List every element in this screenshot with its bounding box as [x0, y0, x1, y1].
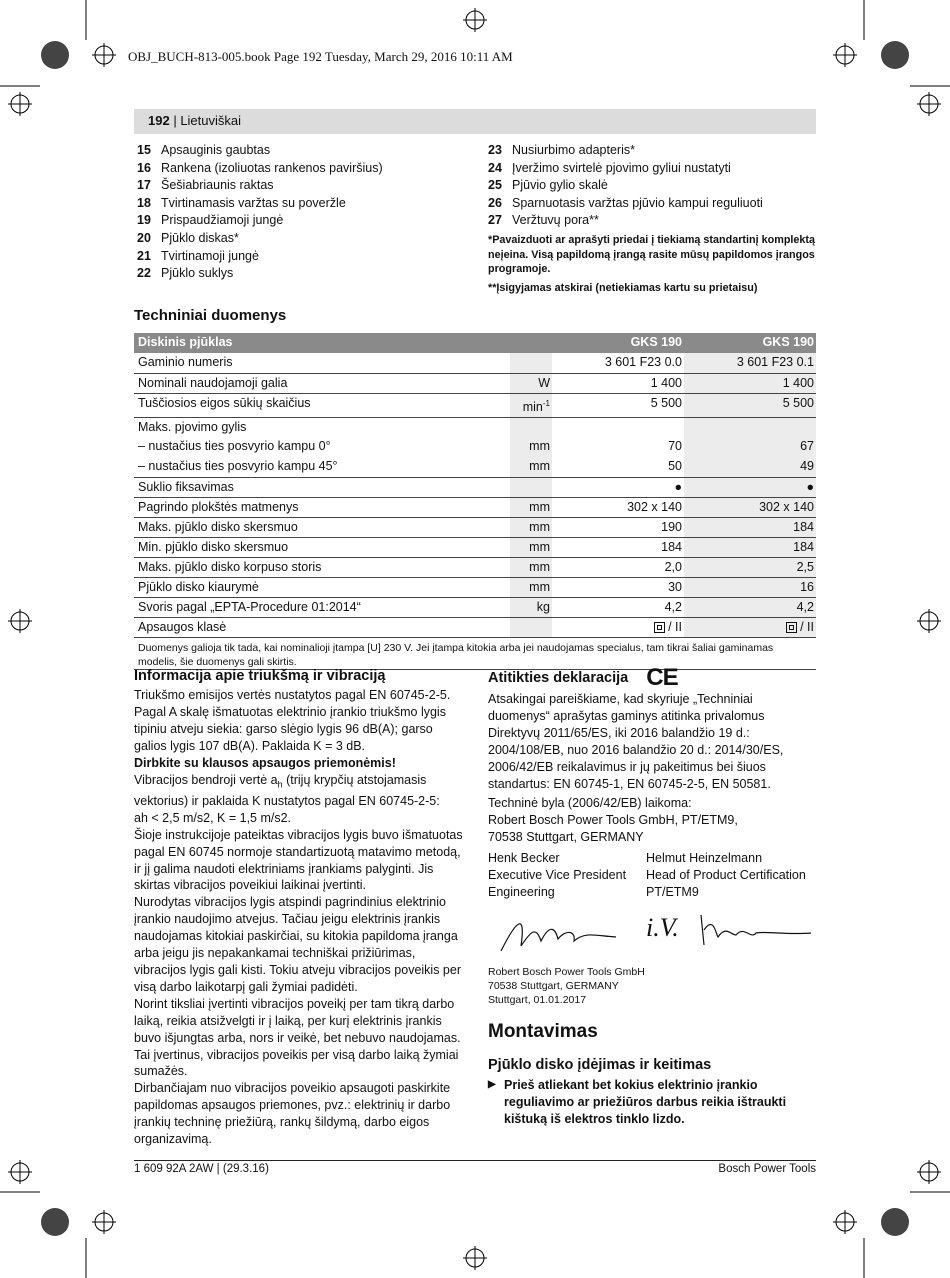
declaration-p3: Robert Bosch Power Tools GmbH, PT/ETM9,: [488, 813, 738, 828]
declaration-title: Atitikties deklaracija: [488, 670, 629, 686]
noise-p8: Norint tiksliai įvertinti vibracijos poveikį per tam tikrą darbo laiką, reikia atsižvelgti ir į laiką, per kurį elektrinis įrankis buvo išjungtas arba, nors ir veikė, bet nebuvo naudojamas. Tai įvertinus, vibracijos poveikis per visą darbo laiką žymiai sumažės.: [134, 996, 461, 1079]
spec-cell-label: Suklio fiksavimas: [134, 477, 510, 497]
part-label: Rankena (izoliuotas rankenos paviršius): [161, 160, 383, 175]
bullet-arrow-icon: ▶: [488, 1078, 496, 1090]
spec-cell-v2: 1 400: [684, 373, 816, 393]
spec-row: [134, 457, 816, 477]
accessories-note: *Pavaizduoti ar aprašyti priedai į tiekiamą standartinį komplektą neįeina. Visą papildomą įrangą rasite mūsų papildomos įrangos programoje.: [488, 234, 816, 275]
part-item: [488, 195, 818, 213]
spec-row: [134, 477, 816, 497]
spec-header-label: Diskinis pjūklas: [134, 333, 510, 353]
spec-cell-v1: 3 601 F23 0.0: [552, 353, 684, 373]
spec-cell-label: Nominali naudojamoji galia: [134, 373, 510, 393]
part-item: [137, 248, 467, 266]
signature-heinzelmann: [696, 905, 816, 955]
noise-p1: Triukšmo emisijos vertės nustatytos pagal EN 60745-2-5.: [134, 688, 451, 702]
spec-cell-v1: ●: [552, 477, 684, 497]
part-label: Apsauginis gaubtas: [161, 143, 271, 157]
spec-cell-v2: 184: [684, 517, 816, 537]
part-number: 19: [137, 213, 151, 228]
text-line: Engineering: [488, 884, 555, 899]
noise-p7: Nurodytas vibracijos lygis atspindi pagrindinius elektrinio įrankio naudojimo atvejus. Tačiau jeigu elektrinis įrankis naudojamas kitokiai paskirčiai, su kitokia papildoma įranga arba jeigu jis nepakankamai techniškai prižiūrimas, vibracijos lygis gali kisti. Tokiu atveju vibracijos poveikis per visą darbo laikotarpį gali žymiai padidėti.: [134, 895, 461, 994]
spec-cell-label: Maks. pjūklo disko korpuso storis: [134, 557, 510, 577]
spec-header-row: [134, 333, 816, 353]
part-label: Pjūklo diskas*: [161, 230, 239, 245]
declaration-p1: Atsakingai pareiškiame, kad skyriuje „Techniniai duomenys“ aprašytas gaminys atitinka privalomus Direktyvų 2011/65/ES, iki 2016 balandžio 19 d.: 2004/108/EB, nuo 2016 balandžio 20 d.: 2014/30/ES, 2006/42/EB reikalavimus ir jų pakeitimus bei šiuos standartus: EN 60745-1, EN 60745-2-5, EN 50581.: [488, 692, 784, 791]
part-number: 24: [488, 160, 502, 175]
part-number: 15: [137, 143, 151, 157]
text-line: Helmut Heinzelmann: [646, 851, 763, 866]
iv-mark: i.V.: [646, 912, 679, 942]
spec-row: [134, 617, 816, 637]
ce-mark-icon: CE: [646, 664, 678, 691]
protection-class-icon: [654, 622, 665, 633]
spec-row: [134, 437, 816, 457]
parts-list-left: [137, 142, 467, 283]
spec-cell-v2: 3 601 F23 0.1: [684, 353, 816, 373]
spec-cell-unit: kg: [510, 597, 552, 617]
text-line: Head of Product Certification: [646, 868, 806, 883]
spec-cell-v1: 2,0: [552, 557, 684, 577]
spec-cell-v1: 1 400: [552, 373, 684, 393]
spec-cell-label: Maks. pjovimo gylis: [138, 419, 247, 434]
spec-cell-label: Apsaugos klasė: [134, 617, 510, 637]
spec-cell-label: Gaminio numeris: [134, 353, 510, 373]
part-label: Pjūklo suklys: [161, 266, 234, 281]
part-item: [137, 212, 467, 230]
spec-row: [134, 393, 816, 417]
part-number: 23: [488, 143, 502, 157]
part-number: 26: [488, 195, 502, 210]
part-label: Pjūvio gylio skalė: [512, 178, 608, 193]
noise-p9: Dirbančiajam nuo vibracijos poveikio apsaugoti paskirkite papildomas apsaugos priemones, pvz.: elektrinių ir darbo įrankių techninę priežiūrą, rankų šildymą, darbo eigos organizavimą.: [134, 1081, 451, 1147]
spec-cell-label: – nustačius ties posvyrio kampu 0°: [138, 439, 331, 454]
spec-row: [134, 353, 816, 373]
page-number: 192: [148, 113, 170, 128]
declaration-p2: Techninė byla (2006/42/EB) laikoma:: [488, 796, 692, 811]
part-number: 22: [137, 266, 151, 281]
declaration-p4: 70538 Stuttgart, GERMANY: [488, 830, 644, 845]
part-item: [137, 230, 467, 248]
spec-row: [134, 577, 816, 597]
noise-section: [134, 668, 464, 1148]
print-info-line: OBJ_BUCH-813-005.book Page 192 Tuesday, March 29, 2016 10:11 AM: [128, 49, 513, 64]
part-label: Tvirtinamoji jungė: [161, 248, 259, 263]
spec-cell-label: Pjūklo disko kiaurymė: [134, 577, 510, 597]
separate-purchase-note: **Įsigyjamas atskirai (netiekiamas kartu su prietaisu): [488, 282, 758, 294]
part-number: 17: [137, 178, 151, 193]
noise-warning: Dirbkite su klausos apsaugos priemonėmis!: [134, 755, 396, 770]
part-label: Tvirtinamasis varžtas su poveržle: [161, 195, 346, 210]
spec-cell-v1: / II: [552, 617, 684, 637]
spec-cell-v2: [684, 417, 816, 437]
spec-cell-v1: 302 x 140: [552, 497, 684, 517]
footer-right: Bosch Power Tools: [718, 1163, 816, 1175]
part-label: Prispaudžiamoji jungė: [161, 213, 284, 228]
spec-table: [134, 333, 816, 638]
protection-class-icon: [786, 622, 797, 633]
spec-cell-v2: ●: [684, 477, 816, 497]
part-item: [137, 142, 467, 160]
part-number: 21: [137, 248, 151, 263]
spec-cell-unit: mm: [510, 577, 552, 597]
spec-cell-v1: 184: [552, 537, 684, 557]
spec-cell-v1: 190: [552, 517, 684, 537]
text-line: Executive Vice President: [488, 868, 627, 883]
part-item: [488, 142, 818, 160]
noise-p4: Vibracijos bendroji vertė $a_h$ (trijų krypčių atstojamasis vektorius) ir paklaida K nustatytos pagal EN 60745-2-5:: [134, 772, 440, 808]
part-item: [488, 160, 818, 178]
noise-p2: Pagal A skalę išmatuotas elektrinio įrankio triukšmo lygis tipiniu atveju siekia: garso slėgio lygis 96 dB(A); garso galios lygis 107 dB(A). Paklaida K = 3 dB.: [134, 704, 446, 753]
part-item: [488, 177, 818, 195]
part-number: 27: [488, 213, 502, 228]
spec-cell-v2: 184: [684, 537, 816, 557]
spec-cell-label: Min. pjūklo disko skersmuo: [134, 537, 510, 557]
spec-cell-v2: 302 x 140: [684, 497, 816, 517]
spec-cell-v2: 49: [684, 457, 816, 477]
parts-list-right: [488, 142, 818, 230]
company-address: [488, 965, 816, 1007]
noise-p5: ah < 2,5 m/s2, K = 1,5 m/s2.: [134, 810, 292, 825]
spec-table-wrap: [134, 333, 816, 670]
spec-cell-unit: mm: [510, 437, 552, 457]
spec-cell-unit: W: [510, 373, 552, 393]
spec-cell-label: Svoris pagal „EPTA-Procedure 01:2014“: [134, 597, 510, 617]
spec-cell-v1: [552, 417, 684, 437]
spec-row: [134, 373, 816, 393]
spec-cell-v1: 4,2: [552, 597, 684, 617]
spec-cell-v2: 5 500: [684, 393, 816, 417]
part-number: 16: [137, 160, 151, 175]
spec-cell-unit: mm: [510, 537, 552, 557]
spec-cell-v2: 2,5: [684, 557, 816, 577]
part-item: [137, 160, 467, 178]
spec-cell-v1: 70: [668, 439, 682, 454]
signatory-2: [646, 850, 816, 901]
part-number: 25: [488, 178, 502, 193]
declaration-section: [488, 664, 816, 1128]
text-line: Stuttgart, 01.01.2017: [488, 993, 587, 1006]
spec-cell-unit: $\min^{-1}$: [510, 393, 552, 417]
text-line: Henk Becker: [488, 851, 560, 866]
mount-bullet: ▶ Prieš atliekant bet kokius elektrinio įrankio reguliavimo ar priežiūros darbus reikia ištraukti kištuką iš elektros tinklo lizdo.: [488, 1077, 787, 1126]
spec-row: [134, 557, 816, 577]
spec-cell-v1: 50: [552, 457, 684, 477]
signatures: [488, 901, 816, 963]
noise-p6: Šioje instrukcijoje pateiktas vibracijos lygis buvo išmatuotas pagal EN 60745 normoje standartizuotą matavimo metodą, ir jį galima naudoti elektriniams įrankiams palyginti. Jis skirtas vibracijos poveikiui laikinai įvertinti.: [134, 827, 463, 893]
spec-row: [134, 497, 816, 517]
spec-row: [134, 417, 816, 437]
part-item: [137, 195, 467, 213]
part-number: 20: [137, 230, 151, 245]
text-line: 70538 Stuttgart, GERMANY: [488, 979, 619, 992]
footer-left: 1 609 92A 2AW | (29.3.16): [134, 1163, 269, 1175]
spec-cell-unit: mm: [510, 497, 552, 517]
tech-data-title: Techniniai duomenys: [134, 307, 287, 324]
spec-row: [134, 517, 816, 537]
spec-header-model-2: GKS 190: [684, 333, 816, 353]
spec-cell-unit: mm: [510, 557, 552, 577]
spec-cell-unit: [510, 617, 552, 637]
spec-cell-label: Maks. pjūklo disko skersmuo: [134, 517, 510, 537]
language-label: Lietuviškai: [180, 113, 242, 128]
part-label: Įveržimo svirtelė pjovimo gyliui nustatyti: [512, 160, 731, 175]
spec-row: [134, 597, 816, 617]
spec-cell-unit: mm: [510, 517, 552, 537]
spec-cell-unit: mm: [510, 457, 552, 477]
signature-becker: [496, 901, 626, 961]
part-label: Sparnuotasis varžtas pjūvio kampui reguliuoti: [512, 195, 763, 210]
part-number: 18: [137, 195, 151, 210]
part-item: [137, 265, 467, 283]
spec-cell-label: – nustačius ties posvyrio kampu 45°: [134, 457, 510, 477]
spec-cell-label: Tuščiosios eigos sūkių skaičius: [134, 393, 510, 417]
spec-cell-v2: / II: [684, 617, 816, 637]
spec-cell-v2: 67: [684, 437, 816, 457]
spec-row: [134, 537, 816, 557]
part-item: [488, 212, 818, 230]
text-line: PT/ETM9: [646, 884, 699, 899]
signatory-1: [488, 850, 646, 901]
text-line: Robert Bosch Power Tools GmbH: [488, 965, 645, 978]
part-label: Veržtuvų pora**: [512, 213, 599, 228]
spec-cell-v2: 4,2: [684, 597, 816, 617]
spec-cell-v2: 16: [684, 577, 816, 597]
footer-rule: [134, 1160, 816, 1161]
mount-subtitle: Pjūklo disko įdėjimas ir keitimas: [488, 1056, 712, 1073]
spec-cell-v1: 5 500: [552, 393, 684, 417]
part-label: Nusiurbimo adapteris*: [512, 143, 635, 157]
spec-cell-unit: [510, 477, 552, 497]
mount-title: Montavimas: [488, 1020, 598, 1042]
spec-cell-unit: [510, 417, 552, 437]
spec-footnote: Duomenys galioja tik tada, kai nominalioji įtampa [U] 230 V. Jei įtampa kitokia arba jei naudojamas specialus, tam tikrai šaliai gaminamas modelis, šie duomenys gali skirtis.: [134, 638, 816, 670]
noise-title: Informacija apie triukšmą ir vibraciją: [134, 668, 386, 684]
part-item: [137, 177, 467, 195]
spec-header-model-1: GKS 190: [552, 333, 684, 353]
part-label: Šešiabriaunis raktas: [161, 178, 274, 193]
spec-cell-label: Pagrindo plokštės matmenys: [134, 497, 510, 517]
page-header: 192 | Lietuviškai: [134, 109, 816, 134]
spec-cell-v1: 30: [552, 577, 684, 597]
spec-cell-unit: [510, 353, 552, 373]
